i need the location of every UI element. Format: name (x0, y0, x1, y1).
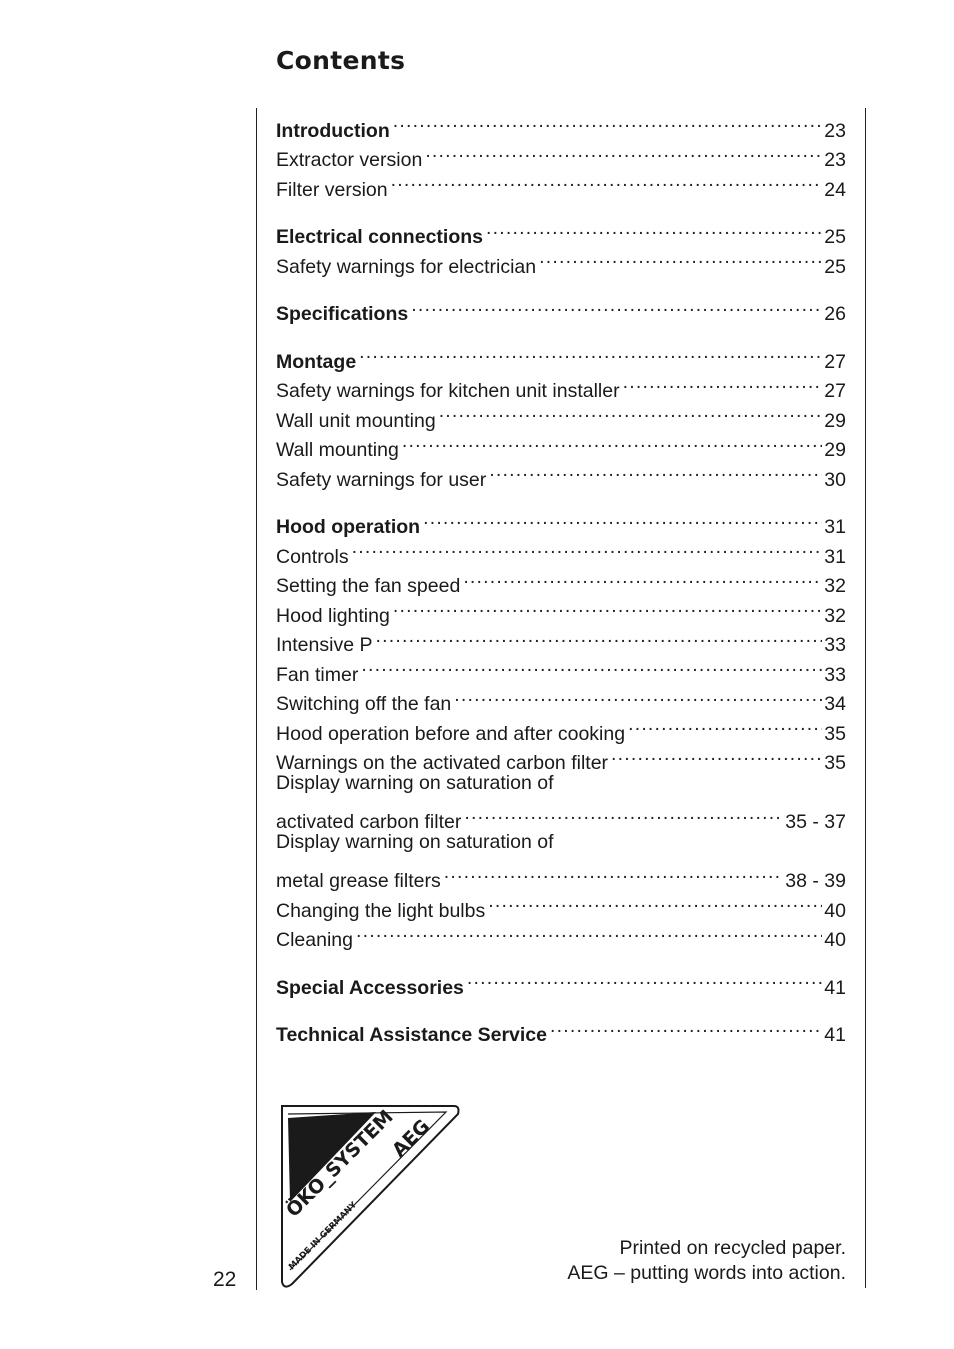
toc-entry-page: 29 (824, 439, 846, 461)
toc-heading-entry (276, 214, 846, 248)
toc-entry (276, 828, 846, 858)
toc-entry-page: 27 (824, 380, 846, 402)
toc-entry-label: Hood operation (276, 516, 421, 538)
toc-entry-page: 30 (824, 468, 846, 491)
toc-entry-page: 27 (824, 350, 846, 373)
toc-entry-label: Switching off the fan (276, 693, 452, 715)
toc-entry-label: Filter version (276, 178, 388, 201)
dot-leader (550, 1012, 822, 1042)
toc-entry-page: 32 (824, 604, 846, 627)
toc-entry-page: 40 (824, 899, 846, 922)
toc-entry-label: metal grease filters (276, 870, 441, 892)
dot-leader (486, 214, 822, 244)
right-margin-rule (865, 108, 866, 1288)
toc-entry-page: 41 (824, 1024, 846, 1046)
toc-entry-page: 23 (824, 119, 846, 142)
toc-entry-label: Controls (276, 545, 349, 568)
toc-entry (276, 858, 846, 892)
toc-entry (276, 368, 846, 402)
toc-heading-entry (276, 107, 846, 142)
dot-leader (439, 397, 823, 427)
toc-entry-label: Safety warnings for user (276, 468, 487, 491)
table-of-contents (276, 107, 846, 1059)
footer-line-1: Printed on recycled paper. (619, 1237, 846, 1259)
dot-leader (423, 504, 822, 534)
toc-entry-label: Intensive P (276, 634, 373, 656)
dot-leader (352, 533, 823, 563)
dot-leader (359, 338, 822, 368)
oko-system-logo (276, 1102, 462, 1290)
dot-leader (467, 964, 822, 994)
toc-entry (276, 681, 846, 715)
toc-entry (276, 799, 846, 833)
dot-leader (464, 799, 783, 829)
dot-leader (375, 622, 822, 652)
toc-entry-label: Setting the fan speed (276, 575, 461, 597)
dot-leader (391, 166, 823, 196)
dot-leader (623, 368, 823, 398)
toc-entry-label: Special Accessories (276, 976, 464, 999)
footer-note (567, 1236, 846, 1286)
toc-entry (276, 533, 846, 568)
dot-leader (488, 887, 822, 917)
toc-entry-label: Electrical connections (276, 226, 483, 248)
toc-entry-label: Wall mounting (276, 439, 399, 461)
toc-entry-page: 34 (824, 693, 846, 715)
toc-entry-page: 32 (824, 575, 846, 597)
toc-entry-page: 29 (824, 409, 846, 432)
dot-leader (361, 651, 822, 681)
toc-section (276, 964, 846, 999)
toc-entry-label: Technical Assistance Service (276, 1024, 547, 1046)
toc-section (276, 214, 846, 278)
left-margin-rule (256, 108, 257, 1290)
dot-leader (393, 592, 822, 622)
toc-entry-page: 35 (824, 722, 846, 745)
toc-entry-label: Changing the light bulbs (276, 899, 486, 922)
toc-entry (276, 651, 846, 686)
dot-leader (489, 456, 822, 486)
toc-entry-page: 25 (824, 255, 846, 278)
toc-entry-page: 26 (824, 303, 846, 325)
toc-heading-entry (276, 964, 846, 999)
toc-entry-label: activated carbon filter (276, 811, 462, 833)
toc-entry (276, 563, 846, 597)
dot-leader (539, 243, 822, 273)
dot-leader (444, 858, 784, 888)
page-number: 22 (213, 1268, 237, 1291)
footer-line-2: AEG – putting words into action. (567, 1262, 846, 1284)
toc-entry-label: Specifications (276, 303, 409, 325)
toc-section (276, 291, 846, 325)
toc-heading-entry (276, 338, 846, 373)
dot-leader (425, 137, 822, 167)
toc-entry-label: Warnings on the activated carbon filter (276, 752, 609, 774)
toc-entry-label: Cleaning (276, 929, 353, 951)
toc-entry-label: Wall unit mounting (276, 409, 436, 432)
toc-entry-label: Montage (276, 350, 357, 373)
dot-leader (411, 291, 822, 321)
toc-heading-entry (276, 291, 846, 325)
toc-heading-entry (276, 1012, 846, 1046)
page-title: Contents (276, 46, 406, 75)
toc-entry-page: 40 (824, 929, 846, 951)
toc-entry-page: 41 (824, 976, 846, 999)
toc-entry-page: 33 (824, 663, 846, 686)
dot-leader (356, 917, 822, 947)
toc-section (276, 338, 846, 491)
toc-entry-page: 33 (824, 634, 846, 656)
dot-leader (628, 710, 822, 740)
logo-origin-text: MADE IN GERMANY (287, 1200, 359, 1273)
toc-section (276, 1012, 846, 1046)
dot-leader (463, 563, 822, 593)
toc-entry-label: Fan timer (276, 663, 359, 686)
toc-entry-page: 38 - 39 (785, 870, 846, 892)
toc-entry-label: Display warning on saturation of (276, 831, 554, 853)
toc-section (276, 504, 846, 951)
toc-entry-label: Hood operation before and after cooking (276, 722, 626, 745)
toc-entry-page: 25 (824, 226, 846, 248)
dot-leader (402, 427, 822, 457)
toc-entry-page: 35 - 37 (785, 811, 846, 833)
toc-entry-label: Display warning on saturation of (276, 772, 554, 794)
toc-entry (276, 917, 846, 951)
toc-entry-page: 35 (824, 752, 846, 774)
toc-entry-label: Safety warnings for kitchen unit installer (276, 380, 620, 402)
logo-brand-text: AEG (387, 1115, 435, 1162)
toc-entry-label: Safety warnings for electrician (276, 255, 537, 278)
toc-entry-page: 31 (824, 545, 846, 568)
toc-entry-label: Hood lighting (276, 604, 390, 627)
toc-heading-entry (276, 504, 846, 538)
toc-entry-page: 23 (824, 149, 846, 171)
toc-entry-label: Introduction (276, 119, 390, 142)
dot-leader (611, 740, 822, 770)
toc-section (276, 107, 846, 201)
logo-main-text: ÖKO_SYSTEM (281, 1105, 398, 1222)
toc-entry-page: 31 (824, 516, 846, 538)
toc-entry-label: Extractor version (276, 149, 423, 171)
dot-leader (393, 107, 823, 137)
toc-entry-page: 24 (824, 178, 846, 201)
dot-leader (454, 681, 822, 711)
